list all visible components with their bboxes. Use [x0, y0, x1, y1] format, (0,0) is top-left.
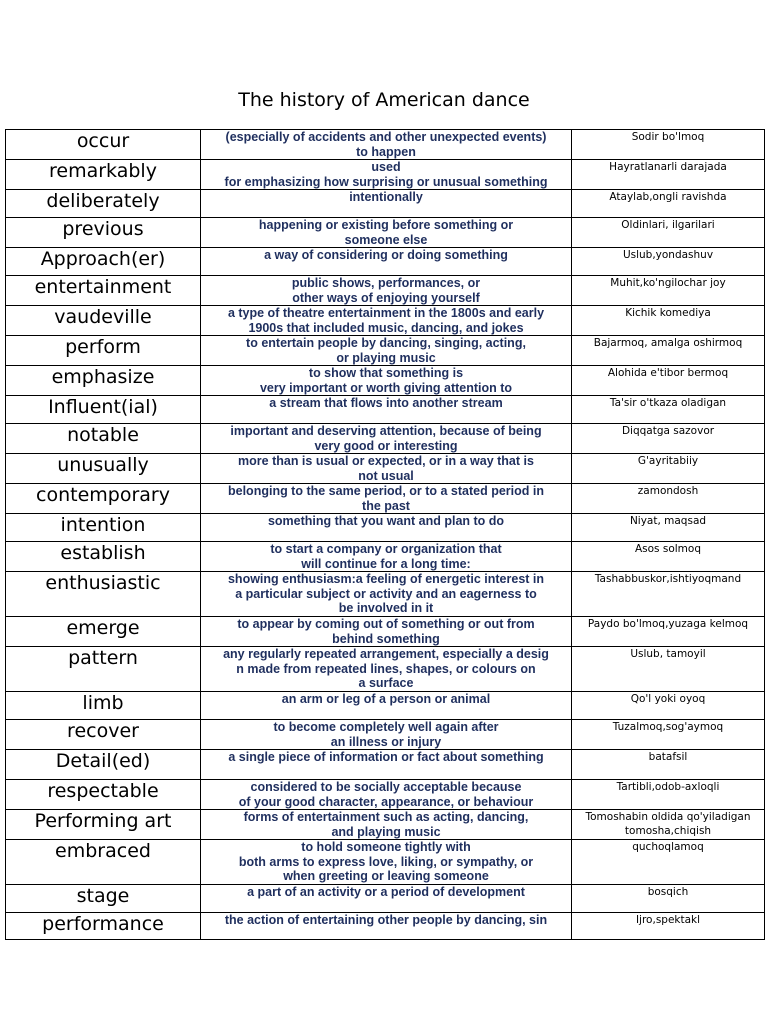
- word-cell: respectable: [6, 780, 201, 810]
- translation-cell: Kichik komediya: [572, 306, 765, 336]
- table-row: [6, 424, 765, 454]
- table-row: [6, 366, 765, 396]
- translation-cell: Tashabbuskor,ishtiyoqmand: [572, 572, 765, 617]
- translation-cell: Tuzalmoq,sog'aymoq: [572, 720, 765, 750]
- word-cell: Influent(ial): [6, 396, 201, 424]
- table-row: [6, 750, 765, 780]
- word-cell: Performing art: [6, 810, 201, 840]
- definition-cell: to show that something is very important or worth giving attention to: [201, 366, 572, 396]
- translation-cell: bosqich: [572, 884, 765, 912]
- definition-cell: a single piece of information or fact about something: [201, 750, 572, 780]
- definition-cell: showing enthusiasm:a feeling of energetic interest in a particular subject or activity and an eagerness to be involved in it: [201, 572, 572, 617]
- word-cell: recover: [6, 720, 201, 750]
- definition-cell: to hold someone tightly with both arms to express love, liking, or sympathy, or when greeting or leaving someone: [201, 840, 572, 885]
- definition-cell: forms of entertainment such as acting, dancing, and playing music: [201, 810, 572, 840]
- definition-cell: the action of entertaining other people by dancing, sin: [201, 912, 572, 939]
- table-row: [6, 218, 765, 248]
- word-cell: entertainment: [6, 276, 201, 306]
- table-row: [6, 720, 765, 750]
- translation-cell: Diqqatga sazovor: [572, 424, 765, 454]
- table-row: [6, 248, 765, 276]
- table-row: [6, 572, 765, 617]
- translation-cell: G'ayritabiiy: [572, 454, 765, 484]
- table-row: [6, 542, 765, 572]
- table-row: [6, 130, 765, 160]
- definition-cell: important and deserving attention, because of being very good or interesting: [201, 424, 572, 454]
- word-cell: previous: [6, 218, 201, 248]
- definition-cell: an arm or leg of a person or animal: [201, 692, 572, 720]
- word-cell: remarkably: [6, 160, 201, 190]
- word-cell: stage: [6, 884, 201, 912]
- table-row: [6, 190, 765, 218]
- translation-cell: Tartibli,odob-axloqli: [572, 780, 765, 810]
- definition-cell: belonging to the same period, or to a stated period in the past: [201, 484, 572, 514]
- translation-cell: Hayratlanarli darajada: [572, 160, 765, 190]
- word-cell: deliberately: [6, 190, 201, 218]
- table-row: [6, 454, 765, 484]
- table-row: [6, 780, 765, 810]
- definition-cell: a way of considering or doing something: [201, 248, 572, 276]
- table-row: [6, 647, 765, 692]
- word-cell: unusually: [6, 454, 201, 484]
- table-row: [6, 692, 765, 720]
- word-cell: emphasize: [6, 366, 201, 396]
- page-title: The history of American dance: [238, 89, 530, 111]
- word-cell: performance: [6, 912, 201, 939]
- translation-cell: batafsil: [572, 750, 765, 780]
- translation-cell: Ijro,spektakl: [572, 912, 765, 939]
- table-row: [6, 912, 765, 939]
- definition-cell: happening or existing before something or someone else: [201, 218, 572, 248]
- translation-cell: Alohida e'tibor bermoq: [572, 366, 765, 396]
- translation-cell: Paydo bo'lmoq,yuzaga kelmoq: [572, 617, 765, 647]
- definition-cell: used for emphasizing how surprising or unusual something: [201, 160, 572, 190]
- word-cell: notable: [6, 424, 201, 454]
- definition-cell: a stream that flows into another stream: [201, 396, 572, 424]
- definition-cell: considered to be socially acceptable because of your good character, appearance, or behaviour: [201, 780, 572, 810]
- definition-cell: any regularly repeated arrangement, especially a desig n made from repeated lines, shapes, or colours on a surface: [201, 647, 572, 692]
- word-cell: intention: [6, 514, 201, 542]
- definition-cell: a type of theatre entertainment in the 1800s and early 1900s that included music, dancing, and jokes: [201, 306, 572, 336]
- definition-cell: something that you want and plan to do: [201, 514, 572, 542]
- word-cell: vaudeville: [6, 306, 201, 336]
- translation-cell: Qo'l yoki oyoq: [572, 692, 765, 720]
- definition-cell: to appear by coming out of something or out from behind something: [201, 617, 572, 647]
- definition-cell: (especially of accidents and other unexpected events) to happen: [201, 130, 572, 160]
- definition-cell: to become completely well again after an illness or injury: [201, 720, 572, 750]
- word-cell: occur: [6, 130, 201, 160]
- translation-cell: Uslub, tamoyil: [572, 647, 765, 692]
- word-cell: limb: [6, 692, 201, 720]
- table-row: [6, 810, 765, 840]
- word-cell: establish: [6, 542, 201, 572]
- word-cell: Approach(er): [6, 248, 201, 276]
- table-row: [6, 514, 765, 542]
- table-row: [6, 160, 765, 190]
- definition-cell: to start a company or organization that will continue for a long time:: [201, 542, 572, 572]
- definition-cell: more than is usual or expected, or in a way that is not usual: [201, 454, 572, 484]
- table-row: [6, 617, 765, 647]
- definition-cell: a part of an activity or a period of development: [201, 884, 572, 912]
- translation-cell: Niyat, maqsad: [572, 514, 765, 542]
- table-row: [6, 336, 765, 366]
- translation-cell: Ataylab,ongli ravishda: [572, 190, 765, 218]
- word-cell: enthusiastic: [6, 572, 201, 617]
- definition-cell: to entertain people by dancing, singing, acting, or playing music: [201, 336, 572, 366]
- word-cell: embraced: [6, 840, 201, 885]
- word-cell: Detail(ed): [6, 750, 201, 780]
- table-row: [6, 484, 765, 514]
- translation-cell: Tomoshabin oldida qo'yiladigan tomosha,chiqish: [572, 810, 765, 840]
- table-row: [6, 306, 765, 336]
- word-cell: emerge: [6, 617, 201, 647]
- word-cell: pattern: [6, 647, 201, 692]
- vocabulary-table: [5, 129, 765, 940]
- definition-cell: public shows, performances, or other ways of enjoying yourself: [201, 276, 572, 306]
- table-row: [6, 840, 765, 885]
- translation-cell: Ta'sir o'tkaza oladigan: [572, 396, 765, 424]
- translation-cell: quchoqlamoq: [572, 840, 765, 885]
- translation-cell: Muhit,ko'ngilochar joy: [572, 276, 765, 306]
- definition-cell: intentionally: [201, 190, 572, 218]
- word-cell: contemporary: [6, 484, 201, 514]
- translation-cell: Bajarmoq, amalga oshirmoq: [572, 336, 765, 366]
- translation-cell: Asos solmoq: [572, 542, 765, 572]
- word-cell: perform: [6, 336, 201, 366]
- translation-cell: Uslub,yondashuv: [572, 248, 765, 276]
- table-row: [6, 276, 765, 306]
- translation-cell: Oldinlari, ilgarilari: [572, 218, 765, 248]
- translation-cell: Sodir bo'lmoq: [572, 130, 765, 160]
- table-row: [6, 884, 765, 912]
- table-row: [6, 396, 765, 424]
- translation-cell: zamondosh: [572, 484, 765, 514]
